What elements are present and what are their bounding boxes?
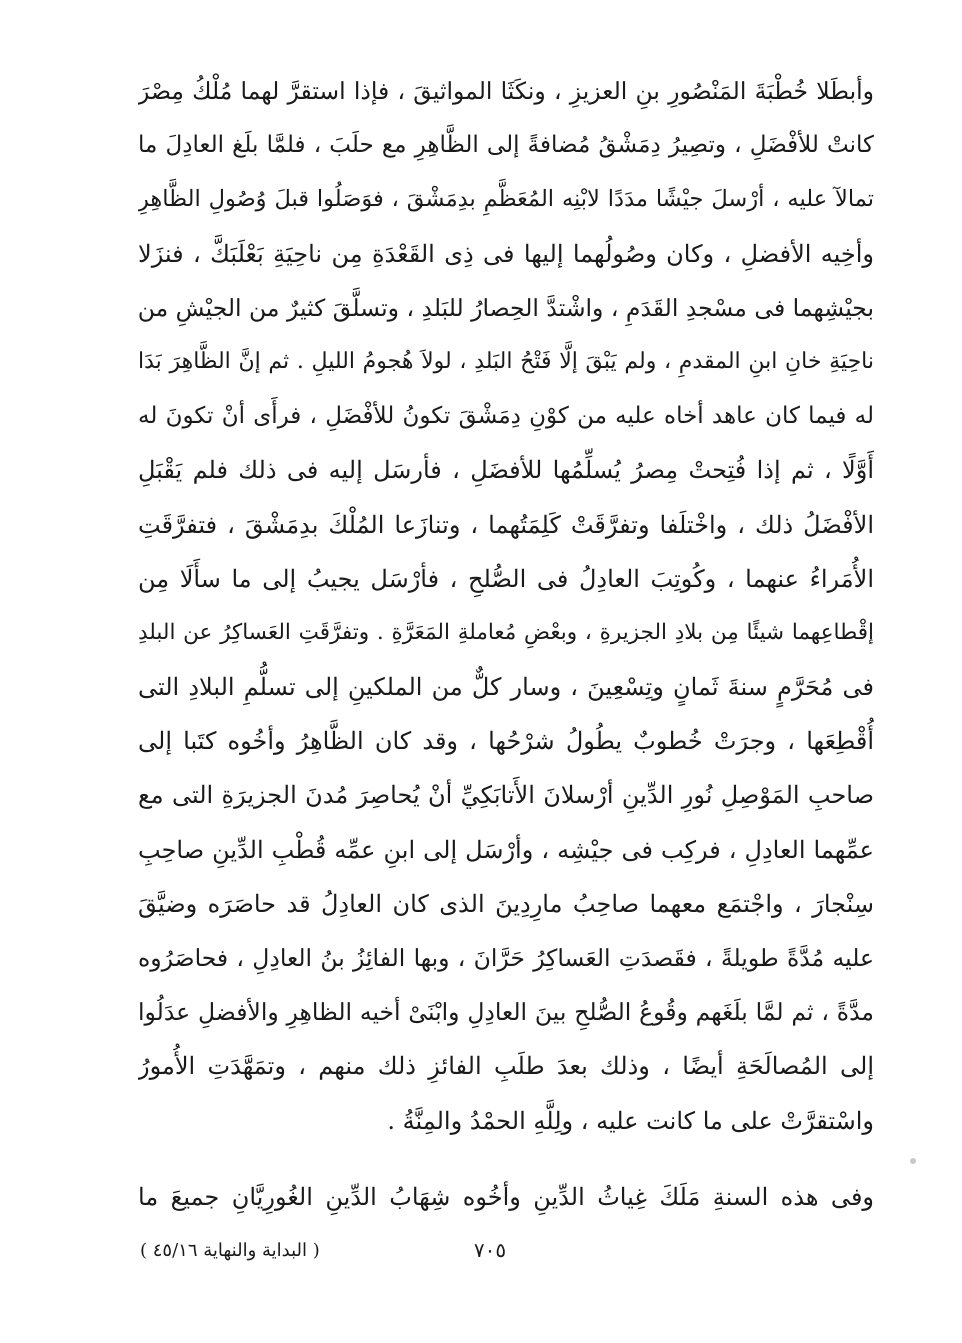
text-line: مدَّةً ، ثم لمَّا بلَغَهم وقُوعُ الصُّلحِ بينَ العادِلِ وابْنَىْ أخيه الظاهِرِ والأفضلِ عدَلُوا	[138, 998, 874, 1027]
text-line: صاحبِ المَوْصِلِ نُورِ الدِّينِ أرْسلانَ الأَتابَكِيِّ أنْ يُحاصِرَ مُدنَ الجزيرَةِ التى مع	[138, 781, 874, 810]
text-line: وأبطَلا خُطْبَةَ المَنْصُورِ بنِ العزيزِ ، ونكَثَا المواثيقَ ، فإذا استقرَّ لهما مُلْكُ مِصْرَ	[138, 77, 874, 105]
paragraph-gap	[138, 1148, 874, 1170]
text-line: واسْتقرَّتْ على ما كانت عليه ، ولِلَّهِ الحمْدُ والمِنَّةُ .	[387, 1106, 874, 1135]
text-line: فى مُحَرَّمٍ سنةَ ثَمانٍ وتِسْعِينَ ، وسار كلٌّ من الملكينِ إلى تسلُّمِ البلادِ التى	[138, 673, 874, 702]
text-line: وفى هذه السنةِ مَلَكَ غِياثُ الدِّينِ وأخُوه شِهَابُ الدِّينِ الغُورِيَّانِ جميعَ ما	[138, 1182, 874, 1211]
page-number: ٧٠٥	[473, 1238, 507, 1262]
text-line: إلى المُصالَحَةِ أيضًا ، وذلك بعدَ طلَبِ الفائزِ ذلك منهم ، وتمَهَّدَتِ الأُمورُ	[138, 1052, 874, 1081]
text-line: إقْطاعِهما شيئًا مِن بلادِ الجزيرةِ ، وبعْضِ مُعاملةِ المَعَرَّةِ . وتفرَّقَتِ العَساكِرُ عن البلدِ	[138, 619, 874, 645]
body-text	[138, 64, 874, 1224]
text-line: له فيما كان عاهد أخاه عليه من كوْنِ دِمَشْقَ تكونُ للأفْضَلِ ، فرأَى أنْ تكونَ له	[138, 403, 874, 430]
text-line: سِنْجارَ ، واجْتمَع معهما صاحِبُ مارِدِينَ الذى كان العادِلُ قد حاصَرَه وضيَّقَ	[138, 889, 874, 918]
source-reference: ( البداية والنهاية ٤٥/١٦ )	[140, 1240, 320, 1261]
text-line: الأفْضَلُ ذلك ، واخْتلَفا وتفرَّقَتْ كَلِمَتُهما ، وتنازَعا المُلْكَ بدِمَشْقَ ، فتفرَّقَتِ	[138, 510, 874, 539]
text-line: ناحِيَةِ خانِ ابنِ المقدمِ ، ولم يَبْقَ إلَّا فَتْحُ البَلدِ ، لولاَ هُجومُ الليلِ . ثم إنَّ الظَّاهِرَ بَدَا	[138, 348, 874, 374]
text-line: تمالآ عليه ، أرْسلَ جيْشًا مدَدًا لابْنِه المُعَظَّمِ بدِمَشْقَ ، فوَصَلُوا قبلَ وُصُولِ الظَّاهِرِ	[138, 186, 874, 213]
text-line: وأخِيه الأفضلِ ، وكان وصُولُهما إليها فى ذِى القَعْدَةِ مِن ناحِيَةِ بَعْلَبَكَّ ، فنزَلا	[138, 239, 874, 268]
text-line: أَوَّلًا ، ثم إذا فُتِحتْ مِصرُ يُسلِّمُها للأفضَلِ ، فأرسَل إليه فى ذلك فلم يَقْبَلِ	[138, 456, 874, 485]
text-line: عليه مُدَّةً طويلةً ، فقَصدَتِ العَساكِرُ حَرَّانَ ، وبها الفائِزُ بنُ العادِلِ ، فحاصَرُوه	[138, 944, 874, 972]
text-line: كانتْ للأفْضَلِ ، وتصِيرُ دِمَشْقُ مُضافةً إلى الظَّاهِرِ مع حلَبَ ، فلمَّا بلَغ العادِلَ ما	[138, 132, 874, 159]
text-line: بجيْشِهما فى مسْجدِ القَدَمِ ، واشْتدَّ الحِصارُ للبَلدِ ، وتسلَّقَ كثيرٌ من الجيْشِ من	[138, 293, 874, 322]
text-line: أُقْطِعَها ، وجرَتْ خُطوبٌ يطُولُ شرْحُها ، وقد كان الظَّاهِرُ وأخُوه كتَبا إلى	[138, 727, 874, 756]
text-line: الأُمَراءُ عنهما ، وكُوتِبَ العادِلُ فى الصُّلحِ ، فأرْسَل يجيبُ إلى ما سأَلَا مِن	[138, 564, 874, 593]
text-line: عمِّهما العادِلِ ، فركِب فى جيْشِه ، وأرْسَل إلى ابنِ عمِّه قُطْبِ الدِّينِ صاحِبِ	[138, 835, 874, 864]
scan-speck	[910, 1158, 916, 1164]
